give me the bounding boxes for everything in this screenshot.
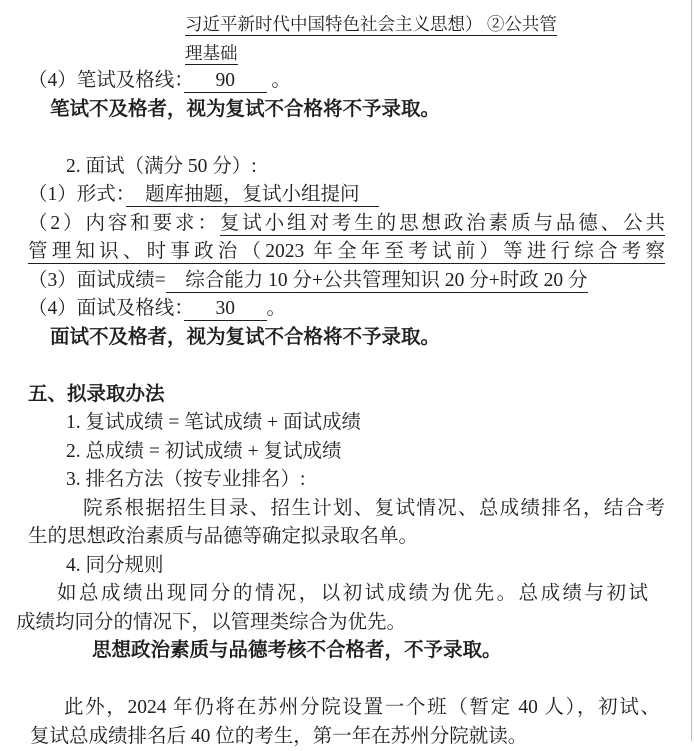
subject-continuation-line-1: [0, 10, 694, 39]
text-segment: 如总成绩出现同分的情况，以初试成绩为优先。总成绩与初试: [57, 583, 648, 604]
written-pass-line: [0, 67, 694, 96]
fill-in-blank-value: 30: [184, 298, 267, 321]
underlined-text: 题库抽题，复试小组提问: [126, 184, 380, 207]
spacer-line: [0, 124, 694, 153]
page-right-border: [691, 0, 693, 741]
admission-rule-1: [0, 409, 694, 438]
text-segment: 复试总成绩排名后 40 位的考生，第一年在苏州分院就读。: [30, 726, 527, 747]
admission-rule-3: [0, 466, 694, 495]
written-fail-warning: [0, 96, 694, 125]
text-segment: 3. 排名方法（按专业排名）:: [66, 469, 305, 490]
text-segment: 笔试不及格者，视为复试不合格将不予录取。: [50, 99, 440, 120]
spacer-line: [0, 666, 694, 695]
suzhou-note-line-2: [0, 723, 694, 751]
underlined-text: 习近平新时代中国特色社会主义思想） ②公共管: [185, 14, 557, 36]
underlined-text: 理基础: [185, 43, 238, 65]
underlined-text: 管理知识、时事政治（2023 年全年至考试前）等进行综合考察: [28, 241, 665, 264]
subject-continuation-line-2: [0, 39, 694, 68]
text-segment: （4）面试及格线：: [28, 298, 184, 319]
interview-heading: [0, 153, 694, 182]
text-segment: 2. 总成绩 = 初试成绩 + 复试成绩: [66, 441, 342, 462]
tie-break-line-1: [0, 580, 648, 609]
text-segment: 。: [267, 70, 291, 91]
interview-fail-warning: [0, 324, 694, 353]
document-body: [0, 10, 694, 751]
text-segment: 五、拟录取办法: [28, 384, 165, 405]
text-segment: 此外，2024 年仍将在苏州分院设置一个班（暂定 40 人），初试、: [64, 697, 660, 718]
text-segment: 成绩均同分的情况下，以管理类综合为优先。: [16, 612, 406, 633]
text-segment: （1）形式：: [28, 184, 126, 205]
ranking-paragraph-line-2: [0, 523, 694, 552]
tie-break-line-2: [0, 609, 694, 638]
text-segment: 院系根据招生目录、招生计划、复试情况、总成绩排名，结合考: [83, 498, 665, 519]
admission-rule-2: [0, 438, 694, 467]
fill-in-blank-value: 90: [184, 70, 267, 93]
text-segment: （2）内容和要求：: [28, 213, 220, 234]
interview-content-line-2: [0, 238, 665, 267]
interview-content-line-1: [0, 210, 665, 239]
text-segment: （3）面试成绩=: [28, 270, 166, 291]
political-fail-warning: [0, 637, 694, 666]
section-5-heading: [0, 381, 694, 410]
interview-score-formula: [0, 267, 694, 296]
underlined-text: 综合能力 10 分+公共管理知识 20 分+时政 20 分: [166, 270, 588, 293]
text-segment: 4. 同分规则: [66, 555, 164, 576]
text-segment: 思想政治素质与品德考核不合格者，不予录取。: [92, 640, 502, 661]
text-segment: （4）笔试及格线：: [28, 70, 184, 91]
interview-pass-line: [0, 295, 694, 324]
text-segment: 1. 复试成绩 = 笔试成绩 + 面试成绩: [66, 412, 361, 433]
ranking-paragraph-line-1: [0, 495, 665, 524]
interview-form-line: [0, 181, 694, 210]
text-segment: 。: [267, 298, 287, 319]
text-segment: 2. 面试（满分 50 分）:: [66, 156, 257, 177]
underlined-text: 复试小组对考生的思想政治素质与品德、公共: [220, 213, 665, 236]
suzhou-note-line-1: [0, 694, 660, 723]
spacer-line: [0, 352, 694, 381]
admission-rule-4: [0, 552, 694, 581]
text-segment: 生的思想政治素质与品德等确定拟录取名单。: [28, 526, 418, 547]
text-segment: 面试不及格者，视为复试不合格将不予录取。: [50, 327, 440, 348]
